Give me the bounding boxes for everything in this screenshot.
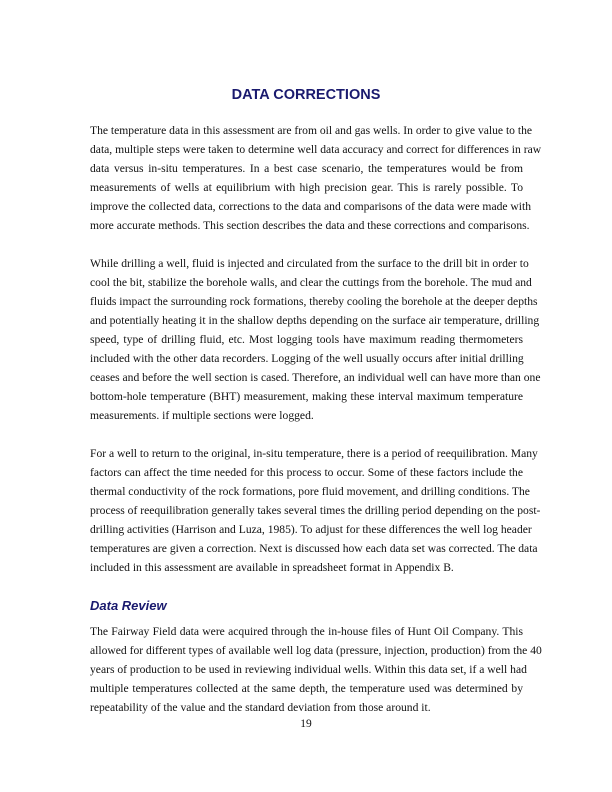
text-line: allowed for different types of available well log data (pressure, injection, production) from the 40 — [90, 644, 542, 657]
paragraph-drilling — [90, 254, 541, 425]
text-line: While drilling a well, fluid is injected and circulated from the surface to the drill bit in order to — [90, 257, 529, 270]
text-line: factors can affect the time needed for this process to occur. Some of these factors include the — [90, 466, 523, 479]
text-line: data, multiple steps were taken to determine well data accuracy and correct for differences in raw — [90, 143, 542, 156]
text-line: drilling activities (Harrison and Luza, 1985). To adjust for these differences the well log header — [90, 523, 532, 536]
text-line: repeatability of the value and the standard deviation from those around it. — [90, 701, 431, 714]
text-line: temperatures are given a correction. Next is discussed how each data set was corrected. The data — [90, 542, 538, 555]
text-line: data versus in-situ temperatures. In a best case scenario, the temperatures would be from — [90, 162, 523, 175]
text-line: fluids impact the surrounding rock formations, thereby cooling the borehole at the deeper depths — [90, 295, 538, 308]
paragraph-intro — [90, 121, 542, 235]
text-line: years of production to be used in reviewing individual wells. Within this data set, if a well had — [90, 663, 527, 676]
text-line: included with the other data recorders. Logging of the well usually occurs after initial drilling — [90, 352, 524, 365]
text-line: included in this assessment are available in spreadsheet format in Appendix B. — [90, 561, 454, 574]
text-line: measurements. if multiple sections were logged. — [90, 409, 314, 422]
text-line: bottom-hole temperature (BHT) measurement, making these interval maximum temperature — [90, 390, 523, 403]
text-line: improve the collected data, corrections to the data and comparisons of the data were made with — [90, 200, 532, 213]
text-line: multiple temperatures collected at the same depth, the temperature used was determined by — [90, 682, 523, 695]
text-line: more accurate methods. This section describes the data and these corrections and comparisons. — [90, 219, 530, 232]
text-line: The temperature data in this assessment are from oil and gas wells. In order to give value to the — [90, 124, 533, 137]
paragraph-reequilibration — [90, 444, 541, 577]
text-line: process of reequilibration generally takes several times the drilling period depending on the post- — [90, 504, 541, 517]
page-title: DATA CORRECTIONS — [231, 87, 381, 103]
paragraph-data-review — [90, 622, 542, 717]
text-line: cool the bit, stabilize the borehole walls, and clear the cuttings from the borehole. The mud and — [90, 276, 532, 289]
page-number: 19 — [300, 718, 312, 730]
text-line: measurements of wells at equilibrium with high precision gear. This is rarely possible. To — [90, 181, 523, 194]
text-line: For a well to return to the original, in-situ temperature, there is a period of reequilibration. Many — [90, 447, 538, 460]
text-line: speed, type of drilling fluid, etc. Most logging tools have maximum reading thermometers — [90, 333, 523, 346]
text-line: and potentially heating it in the shallow depths depending on the surface air temperature, drilling — [90, 314, 540, 327]
text-line: ceases and before the well section is cased. Therefore, an individual well can have more than one — [90, 371, 541, 384]
section-heading: Data Review — [90, 598, 167, 613]
text-line: The Fairway Field data were acquired through the in-house files of Hunt Oil Company. This — [90, 625, 523, 638]
text-line: thermal conductivity of the rock formations, pore fluid movement, and drilling conditions. The — [90, 485, 530, 498]
